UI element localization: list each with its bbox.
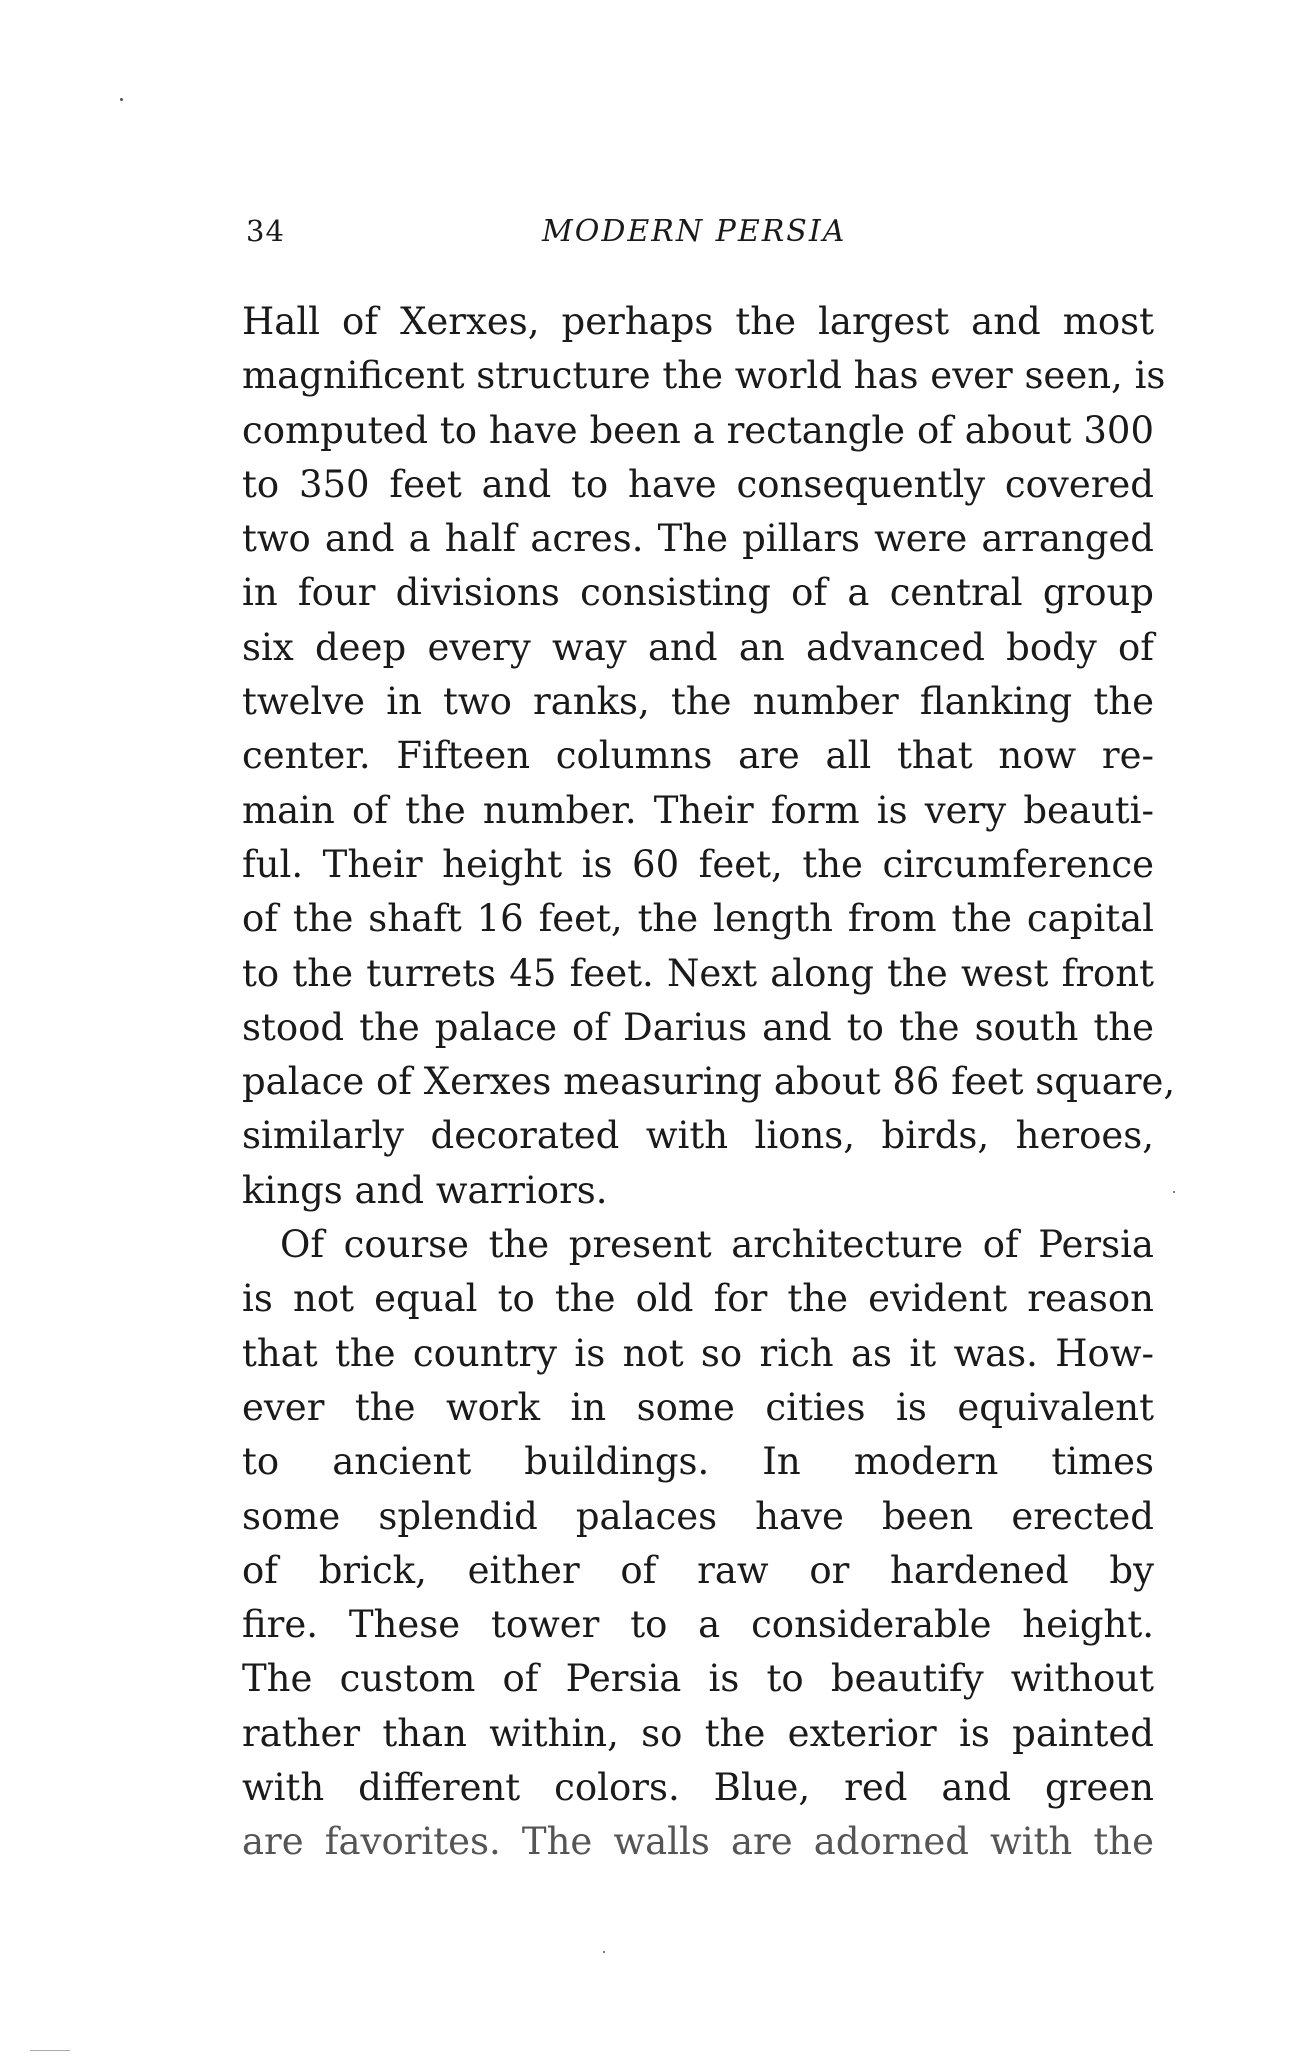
paragraph-2	[242, 1218, 1154, 1870]
running-title: MODERN PERSIA	[542, 214, 847, 249]
text-line: that the country is not so rich as it was. How-	[242, 1331, 1154, 1375]
body-text	[242, 295, 1176, 1870]
text-line: rather than within, so the exterior is painted	[242, 1711, 1154, 1755]
text-line: with different colors. Blue, red and green	[242, 1766, 1154, 1810]
text-line: to the turrets 45 feet. Next along the west front	[242, 951, 1154, 995]
text-line: six deep every way and an advanced body of	[242, 625, 1154, 669]
text-line: in four divisions consisting of a central group	[242, 571, 1154, 615]
text-line: palace of Xerxes measuring about 86 feet square,	[242, 1060, 1176, 1104]
text-line: stood the palace of Darius and to the south the	[242, 1005, 1154, 1049]
text-line: two and a half acres. The pillars were arranged	[242, 517, 1154, 561]
paragraph-1	[242, 295, 1176, 1218]
scan-speck	[1173, 1191, 1175, 1193]
scan-speck	[120, 98, 123, 101]
text-line: Hall of Xerxes, perhaps the largest and most	[242, 300, 1154, 343]
text-line: Of course the present architecture of Persia	[280, 1223, 1154, 1267]
text-line: kings and warriors.	[242, 1168, 608, 1212]
scan-speck	[603, 1951, 605, 1953]
text-line: some splendid palaces have been erected	[242, 1494, 1154, 1538]
text-line: similarly decorated with lions, birds, heroes,	[242, 1114, 1154, 1158]
text-line: center. Fifteen columns are all that now re-	[242, 734, 1154, 778]
text-line: are favorites. The walls are adorned with the	[242, 1820, 1154, 1864]
text-line: ever the work in some cities is equivalent	[242, 1385, 1154, 1429]
text-line: of the shaft 16 feet, the length from the capital	[242, 897, 1154, 941]
text-line: The custom of Persia is to beautify without	[242, 1657, 1154, 1701]
text-line: computed to have been a rectangle of about 300	[242, 408, 1154, 452]
text-line: magnificent structure the world has ever seen, is	[242, 354, 1166, 398]
text-line: to 350 feet and to have consequently covered	[242, 462, 1154, 506]
text-line: ful. Their height is 60 feet, the circumference	[242, 842, 1154, 886]
text-line: main of the number. Their form is very beauti-	[242, 788, 1154, 832]
text-line: is not equal to the old for the evident reason	[242, 1277, 1154, 1321]
text-line: twelve in two ranks, the number flanking the	[242, 680, 1154, 724]
page-header	[246, 214, 1146, 264]
text-line: fire. These tower to a considerable height.	[242, 1603, 1154, 1647]
page-number: 34	[246, 214, 285, 248]
scan-speck	[30, 2050, 70, 2051]
text-line: of brick, either of raw or hardened by	[242, 1548, 1154, 1592]
text-line: to ancient buildings. In modern times	[242, 1440, 1154, 1484]
